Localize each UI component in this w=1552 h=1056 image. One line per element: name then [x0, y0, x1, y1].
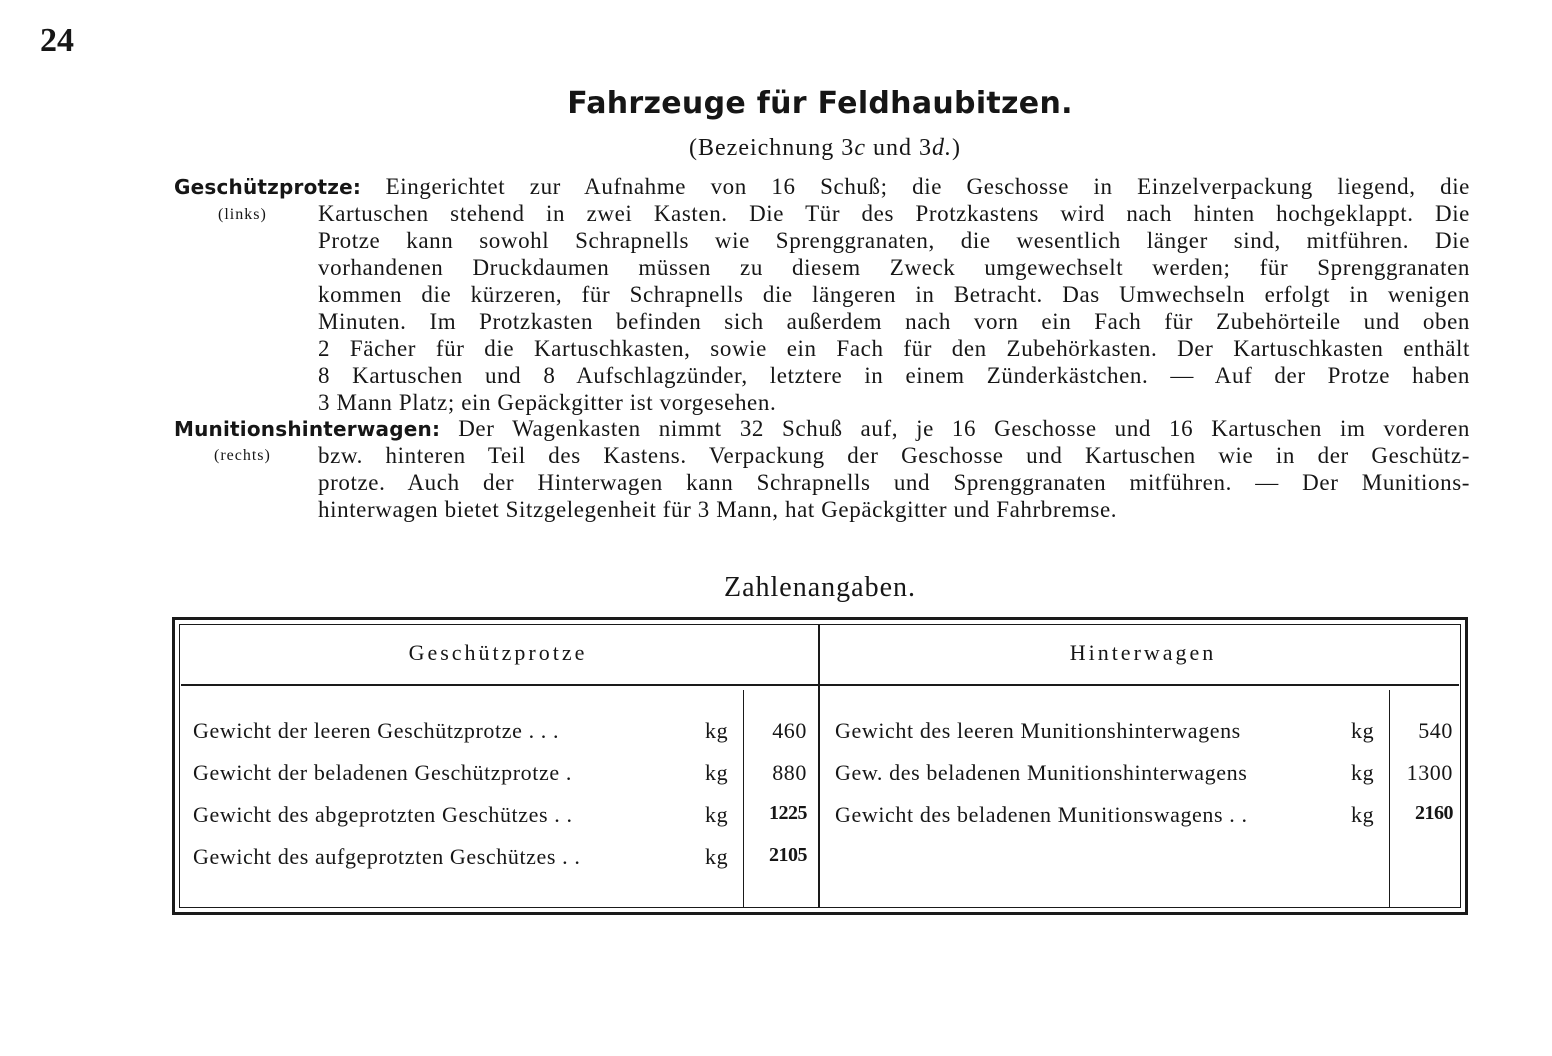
paragraph-line: protze. Auch der Hinterwagen kann Schrapnells und Sprenggranaten mitführen. — Der Munitions-: [318, 470, 1470, 495]
page-title: Fahrzeuge für Feldhaubitzen.: [567, 86, 1073, 121]
paragraph-line: [174, 416, 1470, 442]
paragraph-line: Minuten. Im Protzkasten befinden sich außerdem nach vorn ein Fach für Zubehörteile und oben: [318, 309, 1470, 334]
side-note-rechts: (rechts): [214, 447, 271, 464]
table-row: [193, 760, 805, 792]
paragraph-line: [174, 174, 1470, 200]
section-title: Zahlenangaben.: [723, 572, 917, 603]
row-value: 2105: [769, 844, 807, 866]
subtitle-post: ): [951, 135, 961, 161]
paragraph-line: 8 Kartuschen und 8 Aufschlagzünder, letztere in einem Zünderkästchen. — Auf der Protze haben: [318, 363, 1470, 388]
table-row: [835, 718, 1455, 750]
data-table: [172, 617, 1468, 915]
row-label: Gew. des beladenen Munitionshinterwagens: [835, 760, 1248, 785]
table-row: [193, 718, 805, 750]
row-value: 1225: [769, 802, 807, 824]
row-unit: kg: [705, 802, 729, 827]
table-row: [835, 760, 1455, 792]
paragraph-line: kommen die kürzeren, für Schrapnells die längeren in Betracht. Das Umwechseln erfolgt in wenigen: [318, 282, 1470, 307]
row-value: 540: [1418, 718, 1453, 743]
row-value: 2160: [1415, 802, 1453, 824]
paragraph-line: vorhandenen Druckdaumen müssen zu diesem Zweck umgewechselt werden; für Sprenggranaten: [318, 255, 1470, 280]
subtitle-pre: (Bezeichnung 3: [689, 135, 855, 161]
row-unit: kg: [705, 844, 729, 869]
paragraph-line: 2 Fächer für die Kartuschkasten, sowie ein Fach für den Zubehörkasten. Der Kartuschkasten enthält: [318, 336, 1470, 361]
subtitle-mid: und 3: [865, 135, 932, 161]
page-number: 24: [40, 22, 74, 59]
paragraph-line: 3 Mann Platz; ein Gepäckgitter ist vorgesehen.: [318, 390, 777, 415]
paragraph-line: Protze kann sowohl Schrapnells wie Sprenggranaten, die wesentlich länger sind, mitführen. Die: [318, 228, 1470, 253]
row-unit: kg: [1351, 760, 1375, 785]
side-note-links: (links): [218, 206, 267, 223]
paragraph-line: Kartuschen stehend in zwei Kasten. Die Tür des Protzkastens wird nach hinten hochgeklappt. Die: [318, 201, 1470, 226]
row-value: 1300: [1406, 760, 1453, 785]
paragraph-line: hinterwagen bietet Sitzgelegenheit für 3 Mann, hat Gepäckgitter und Fahrbremse.: [318, 497, 1118, 522]
table-header-rule: [181, 684, 1459, 686]
table-row: [193, 802, 805, 834]
table-row: [193, 844, 805, 876]
row-label: Gewicht des aufgeprotzten Geschützes . .: [193, 844, 581, 869]
paragraph-line: bzw. hinteren Teil des Kastens. Verpackung der Geschosse und Kartuschen wie in der Geschütz-: [318, 443, 1470, 468]
row-unit: kg: [1351, 718, 1375, 743]
row-value: 460: [772, 718, 807, 743]
row-label: Gewicht des beladenen Munitionswagens . .: [835, 802, 1248, 827]
header-hinterwagen: Hinterwagen: [1069, 640, 1217, 665]
row-unit: kg: [1351, 802, 1375, 827]
row-label: Gewicht des leeren Munitionshinterwagens: [835, 718, 1241, 743]
table-center-divider: [818, 624, 820, 908]
row-value: 880: [772, 760, 807, 785]
subtitle-a: c: [854, 135, 866, 161]
line-text: Der Wagenkasten nimmt 32 Schuß auf, je 16 Geschosse und 16 Kartuschen im vorderen: [458, 416, 1470, 441]
row-unit: kg: [705, 718, 729, 743]
header-geschuetzprotze: Geschützprotze: [408, 640, 588, 665]
term-geschuetzprotze: Geschützprotze:: [174, 175, 362, 199]
row-unit: kg: [705, 760, 729, 785]
subtitle-b: d.: [931, 135, 952, 161]
line-text: Eingerichtet zur Aufnahme von 16 Schuß; die Geschosse in Einzelverpackung liegend, die: [385, 174, 1470, 199]
table-row: [835, 802, 1455, 834]
page-subtitle: [0, 135, 1552, 162]
row-label: Gewicht der leeren Geschützprotze . . .: [193, 718, 560, 743]
row-label: Gewicht des abgeprotzten Geschützes . .: [193, 802, 573, 827]
row-label: Gewicht der beladenen Geschützprotze .: [193, 760, 572, 785]
term-munitionshinterwagen: Munitionshinterwagen:: [174, 417, 441, 441]
